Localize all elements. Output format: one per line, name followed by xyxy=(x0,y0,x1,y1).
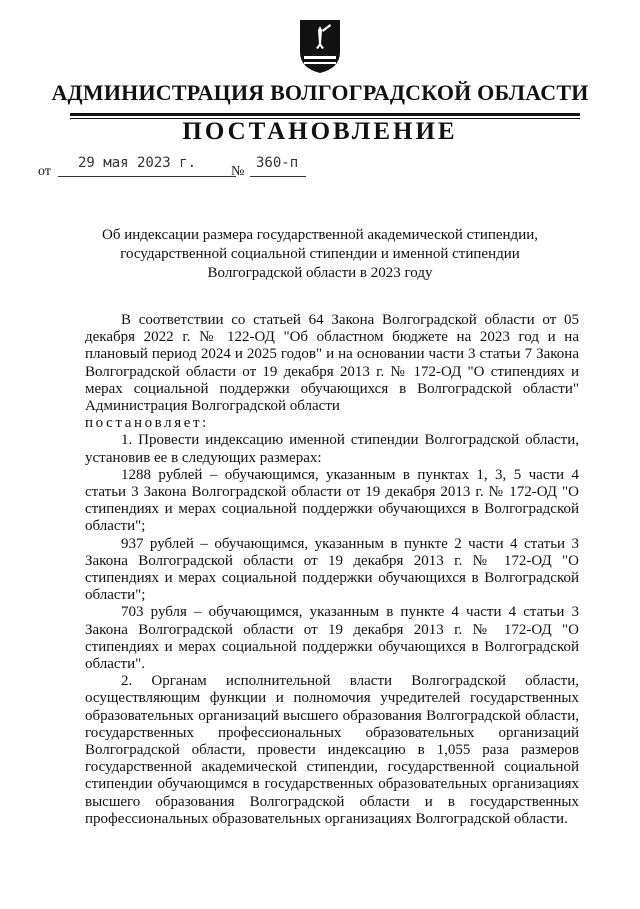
item-1-rate-937: 937 рублей – обучающимся, указанным в пункте 2 части 4 статьи 3 Закона Волгоградской области от 19 декабря 2013 г. № 172-ОД "О стипендиях и мерах социальной поддержки обучающихся в Волгоградской области"; xyxy=(85,535,579,604)
subject-line-1: Об индексации размера государственной академической стипендии, xyxy=(102,227,538,243)
item-1-rate-1288: 1288 рублей – обучающимся, указанным в пунктах 1, 3, 5 части 4 статьи 3 Закона Волгоградской области от 19 декабря 2013 г. № 172-ОД "О стипендиях и мерах социальной поддержки обучающихся в Волгоградской области"; xyxy=(85,466,579,535)
subject-line-3: Волгоградской области в 2023 году xyxy=(207,265,433,281)
item-1-rate-703: 703 рубля – обучающимся, указанным в пункте 4 части 4 статьи 3 Закона Волгоградской области от 19 декабря 2013 г. № 172-ОД "О стипендиях и мерах социальной поддержки обучающихся в Волгоградской области". xyxy=(85,604,579,673)
document-type-title: ПОСТАНОВЛЕНИЕ xyxy=(182,118,458,145)
number-label: № xyxy=(231,164,245,179)
document-meta xyxy=(38,155,338,185)
header-divider-thick xyxy=(70,113,580,116)
document-subject xyxy=(60,226,580,283)
number-underline xyxy=(250,176,306,177)
decree-word: постановляет: xyxy=(85,415,209,432)
document-body xyxy=(85,312,579,828)
number-value: 360-п xyxy=(256,155,299,171)
date-underline xyxy=(58,176,236,177)
subject-line-2: государственной социальной стипендии и именной стипендии xyxy=(120,246,520,262)
item-1-paragraph: 1. Провести индексацию именной стипендии Волгоградской области, установив ее в следующих размерах: xyxy=(85,432,579,466)
organization-title: АДМИНИСТРАЦИЯ ВОЛГОГРАДСКОЙ ОБЛАСТИ xyxy=(51,80,589,105)
item-2-paragraph: 2. Органам исполнительной власти Волгоградской области, осуществляющим функции и полномочия учредителей государственных образовательных организаций высшего образования Волгоградской области, государственных профессиональных образовательных организаций Волгоградской области, провести индексацию в 1,055 раза размеров государственной академической стипендии, государственной социальной стипендии обучающимся в государственных образовательных организациях высшего образования Волгоградской области и в государственных профессиональных образовательных организациях Волгоградской области. xyxy=(85,673,579,827)
preamble-paragraph: В соответствии со статьей 64 Закона Волгоградской области от 05 декабря 2022 г. № 122-ОД "Об областном бюджете на 2023 год и на плановый период 2024 и 2025 годов" и на основании части 3 статьи 7 Закона Волгоградской области от 19 декабря 2013 г. № 172-ОД "О стипендиях и мерах социальной поддержки обучающихся в Волгоградской области" Администрация Волгоградской области xyxy=(85,312,579,415)
date-label: от xyxy=(38,164,51,179)
coat-of-arms-emblem xyxy=(298,18,342,74)
date-value: 29 мая 2023 г. xyxy=(78,155,197,171)
